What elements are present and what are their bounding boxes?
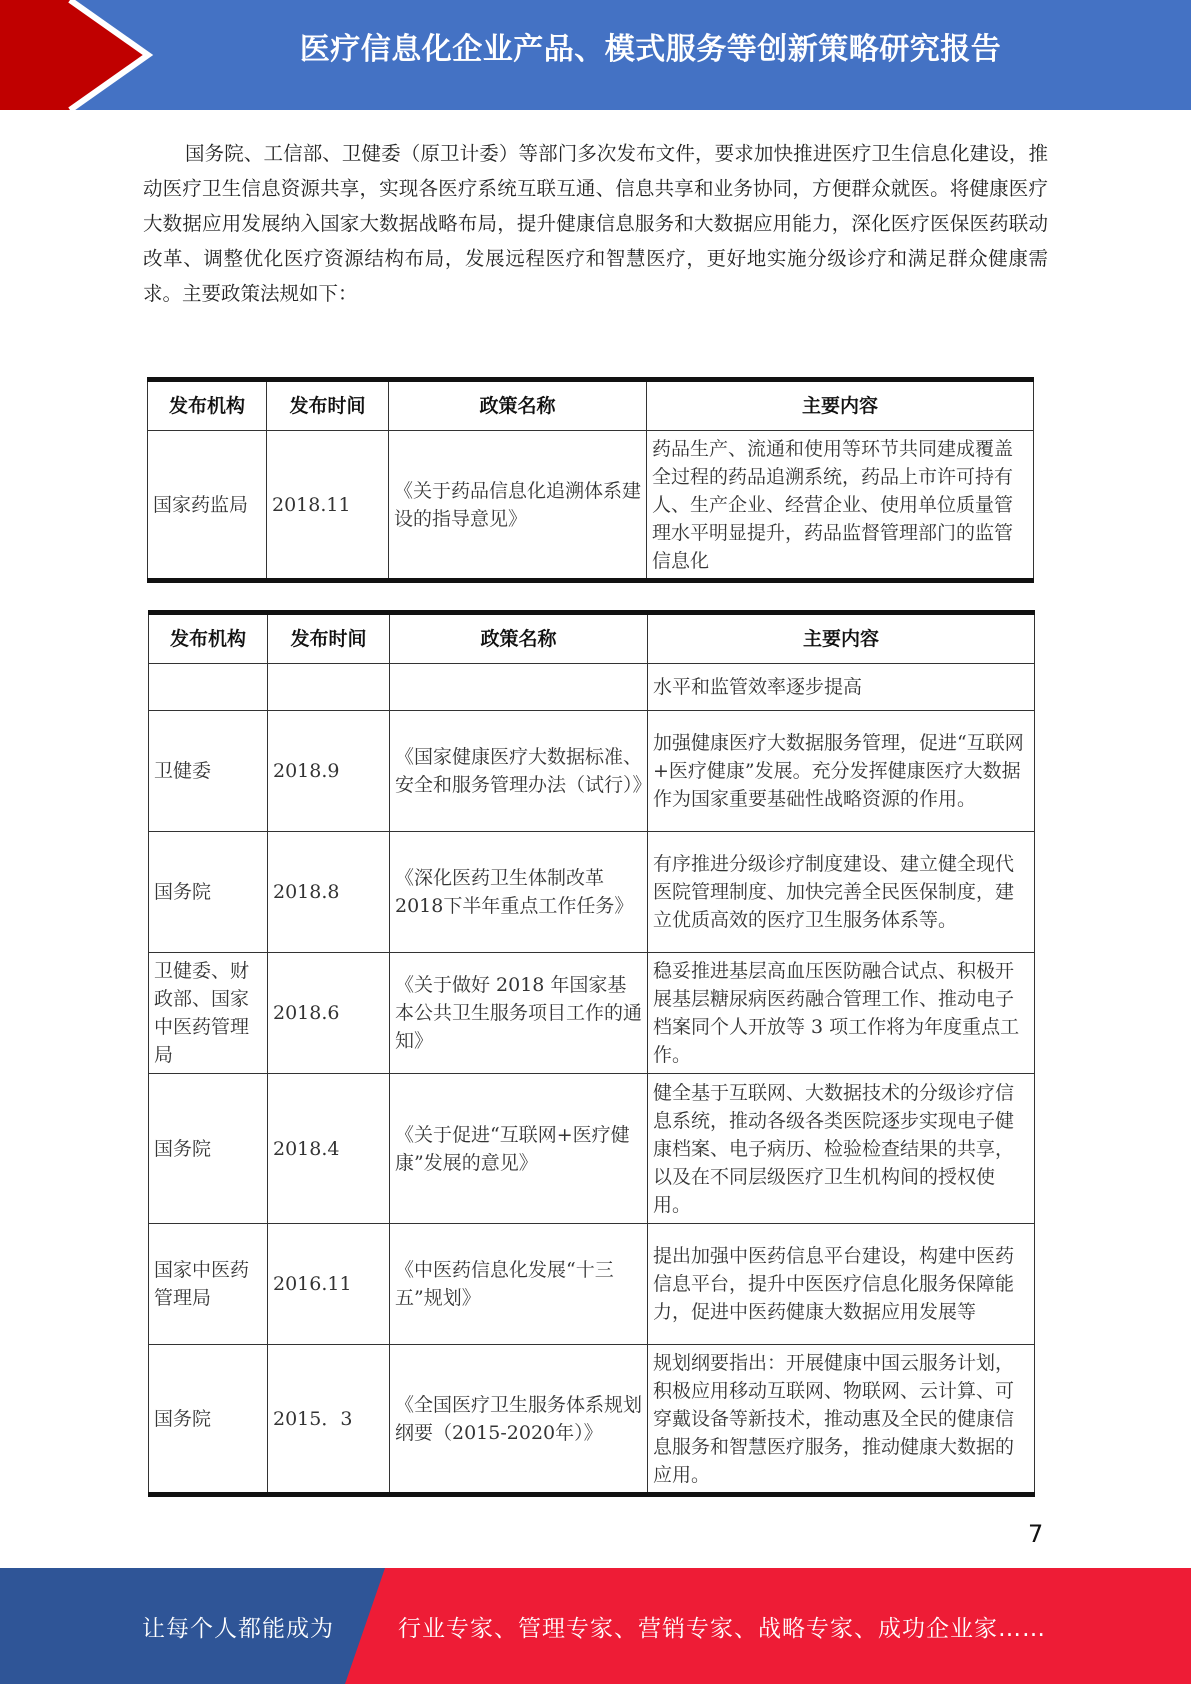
- cell-policy: 《关于做好 2018 年国家基本公共卫生服务项目工作的通知》: [390, 953, 648, 1074]
- cell-date: 2018.8: [268, 832, 390, 953]
- cell-policy: 《国家健康医疗大数据标准、安全和服务管理办法（试行）》: [390, 711, 648, 832]
- table-row: [149, 953, 1035, 1074]
- cell-org: 国家药监局: [148, 431, 267, 581]
- table-header-row: [148, 380, 1034, 431]
- cell-date: 2018.4: [268, 1074, 390, 1224]
- cell-content: 药品生产、流通和使用等环节共同建成覆盖全过程的药品追溯系统，药品上市许可持有人、生产企业、经营企业、使用单位质量管理水平明显提升，药品监督管理部门的监管信息化: [647, 431, 1034, 581]
- cell-date: 2018.9: [268, 711, 390, 832]
- cell-content: 有序推进分级诊疗制度建设、建立健全现代医院管理制度、加快完善全民医保制度，建立优质高效的医疗卫生服务体系等。: [648, 832, 1035, 953]
- cell-content: 规划纲要指出：开展健康中国云服务计划，积极应用移动互联网、物联网、云计算、可穿戴设备等新技术，推动惠及全民的健康信息服务和智慧医疗服务，推动健康大数据的应用。: [648, 1345, 1035, 1495]
- footer-banner: [0, 1568, 1191, 1684]
- page-number: 7: [1028, 1520, 1044, 1548]
- cell-policy: 《深化医药卫生体制改革2018下半年重点工作任务》: [390, 832, 648, 953]
- policy-table-part-2: [148, 610, 1035, 1497]
- column-header-policy: 政策名称: [389, 380, 647, 431]
- cell-org: 卫健委、财政部、国家中医药管理局: [149, 953, 268, 1074]
- column-header-policy: 政策名称: [390, 613, 648, 664]
- table-row: [149, 1345, 1035, 1495]
- cell-date: [268, 664, 390, 711]
- cell-org: 卫健委: [149, 711, 268, 832]
- column-header-date: 发布时间: [268, 613, 390, 664]
- cell-policy: 《中医药信息化发展“十三五”规划》: [390, 1224, 648, 1345]
- table-row: [148, 431, 1034, 581]
- intro-paragraph: 国务院、工信部、卫健委（原卫计委）等部门多次发布文件，要求加快推进医疗卫生信息化建设，推动医疗卫生信息资源共享，实现各医疗系统互联互通、信息共享和业务协同，方便群众就医。将健康医疗大数据应用发展纳入国家大数据战略布局，提升健康信息服务和大数据应用能力，深化医疗医保医药联动改革、调整优化医疗资源结构布局，发展远程医疗和智慧医疗，更好地实施分级诊疗和满足群众健康需求。主要政策法规如下：: [143, 142, 1048, 305]
- cell-org: 国务院: [149, 1074, 268, 1224]
- cell-content: 提出加强中医药信息平台建设，构建中医药信息平台，提升中医医疗信息化服务保障能力，促进中医药健康大数据应用发展等: [648, 1224, 1035, 1345]
- table-row: [149, 832, 1035, 953]
- cell-policy: 《全国医疗卫生服务体系规划纲要（2015-2020年）》: [390, 1345, 648, 1495]
- cell-content: 健全基于互联网、大数据技术的分级诊疗信息系统，推动各级各类医院逐步实现电子健康档案、电子病历、检验检查结果的共享，以及在不同层级医疗卫生机构间的授权使用。: [648, 1074, 1035, 1224]
- report-title: 医疗信息化企业产品、模式服务等创新策略研究报告: [299, 32, 1002, 67]
- report-header-banner: [0, 0, 1191, 110]
- column-header-org: 发布机构: [148, 380, 267, 431]
- column-header-date: 发布时间: [267, 380, 389, 431]
- cell-content: 水平和监管效率逐步提高: [648, 664, 1035, 711]
- column-header-content: 主要内容: [648, 613, 1035, 664]
- footer-slogan-left: 让每个人都能成为: [142, 1616, 334, 1642]
- footer-slogan-right: 行业专家、管理专家、营销专家、战略专家、成功企业家……: [398, 1616, 1046, 1642]
- table-row: [149, 1224, 1035, 1345]
- cell-org: 国务院: [149, 832, 268, 953]
- cell-policy: 《关于促进“互联网+医疗健康”发展的意见》: [390, 1074, 648, 1224]
- cell-date: 2016.11: [268, 1224, 390, 1345]
- policy-table-part-1: [147, 377, 1034, 583]
- cell-content: 加强健康医疗大数据服务管理，促进“互联网+医疗健康”发展。充分发挥健康医疗大数据作为国家重要基础性战略资源的作用。: [648, 711, 1035, 832]
- column-header-org: 发布机构: [149, 613, 268, 664]
- cell-date: 2018.11: [267, 431, 389, 581]
- table-header-row: [149, 613, 1035, 664]
- table-row: [149, 1074, 1035, 1224]
- table-row: [149, 711, 1035, 832]
- cell-org: 国家中医药管理局: [149, 1224, 268, 1345]
- column-header-content: 主要内容: [647, 380, 1034, 431]
- cell-org: [149, 664, 268, 711]
- cell-policy: [390, 664, 648, 711]
- cell-policy: 《关于药品信息化追溯体系建设的指导意见》: [389, 431, 647, 581]
- cell-content: 稳妥推进基层高血压医防融合试点、积极开展基层糖尿病医药融合管理工作、推动电子档案同个人开放等 3 项工作将为年度重点工作。: [648, 953, 1035, 1074]
- cell-org: 国务院: [149, 1345, 268, 1495]
- cell-date: 2018.6: [268, 953, 390, 1074]
- table-row: [149, 664, 1035, 711]
- cell-date: 2015．3: [268, 1345, 390, 1495]
